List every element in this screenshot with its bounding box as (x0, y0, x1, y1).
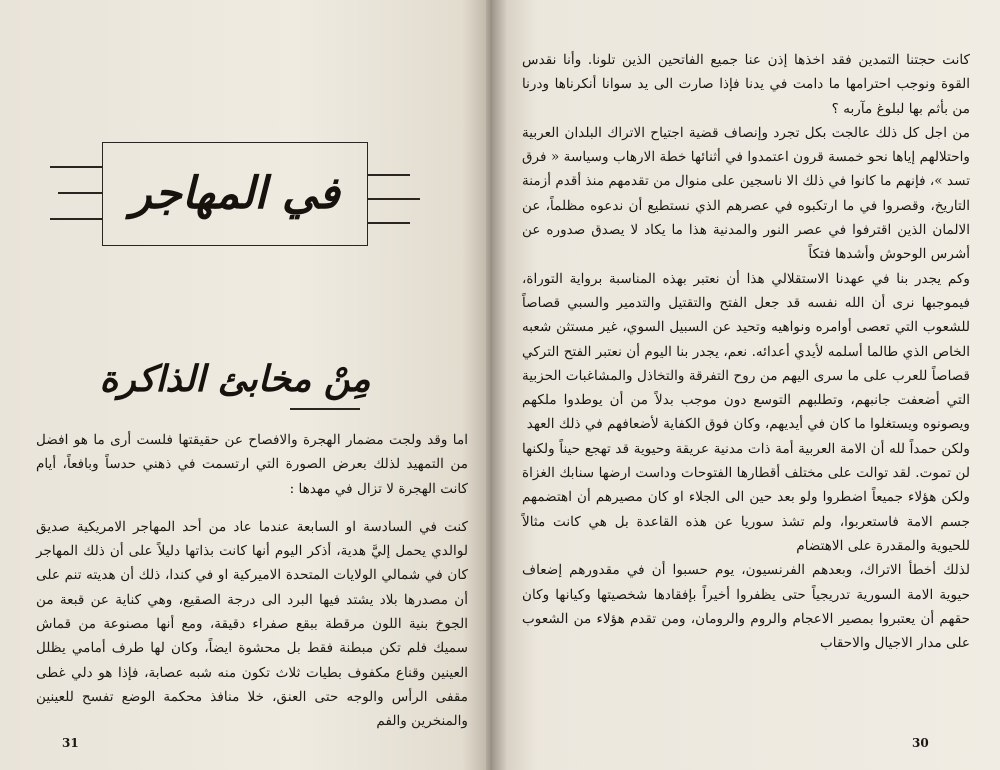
chapter-subtitle: مِنْ مخابئ الذاكرة (99, 358, 371, 400)
left-paragraph-2: كنت في السادسة او السابعة عندما عاد من أحد المهاجر الامريكية صديق لوالدي يحمل إليَّ هدية، أذكر اليوم أنها كانت بذاتها دليلاً على أن ذلك المهاجر كان في شمالي الولايات المتحدة الاميركية او في كندا، ذلك أن هديته تنم على أن مصدرها بلاد يشتد فيها البرد الى درجة الصقيع، وهي كناية عن قبعة من الجوخ بنية اللون مرقطة ببقع صفراء دقيقة، ومع أنها مصنوعة من قماش سميك فلم تكن مبطنة فقط بل محشوة ايضاً، وكان لها طرف أمامي يظلل العينين وقناع مكفوف بطيات ثلاث تكون منه شبه عصابة، فإذا هو دلي غطى مقفى الرأس والوجه حتى العنق، خلا منافذ محكمة الوضع تفسح للعينين والمنخرين والفم (36, 518, 468, 730)
right-paragraph-1: كانت حجتنا التمدين فقد اخذها إذن عنا جميع الفاتحين الذين تلونا. وأنا نقدس القوة ونوجب احترامها ما دامت في يدنا فإذا صارت الى يد سوانا أنكرناها ودرنا من بأثم بها لبلوغ مآربه ؟ (522, 52, 970, 117)
right-paragraph-5: لذلك أخطأ الاتراك، وبعدهم الفرنسيون، يوم حسبوا أن في مقدورهم إضعاف حيوية الامة السورية تدريجياً حتى يظفروا أخيراً بإفقادها شخصيتها وكيانها وكان حقهم أن يعتبروا بمصير الاعجام والروم والرومان، ومن تقدم هؤلاء من الشعوب على مدار الاجيال والاحقاب (522, 562, 970, 652)
title-deco-line-right-3 (368, 222, 410, 224)
page-number-right: 30 (912, 736, 929, 750)
left-page (0, 0, 492, 770)
title-deco-line-right-2 (368, 198, 420, 200)
right-page (492, 0, 1000, 770)
subtitle-underline (290, 408, 360, 410)
title-deco-line-right-1 (368, 174, 410, 176)
right-paragraph-2: من اجل كل ذلك عالجت بكل تجرد وإنصاف قضية اجتياح الاتراك البلدان العربية واحتلالهم إياها نحو خمسة قرون اعتمدوا في أثنائها خطة الارهاب وسياسة « فرق تسد »، فإنهم ما كانوا في ذلك الا ناسجين على منوال من تقدمهم منذ أقدم أزمنة التاريخ، وقصروا في ما ارتكبوه في عصرهم الذي نستطيع أن ندعوه مظلماً، عن الالمان الذين اقترفوا في عصر النور والمدنية هذا ما يكاد لا يصدق صدوره عن أشرس الوحوش وأشدها فتكاً (522, 124, 970, 263)
page-number-left: 31 (62, 736, 79, 750)
right-paragraph-3: وكم يجدر بنا في عهدنا الاستقلالي هذا أن نعتبر بهذه المناسبة برواية التوراة، فيموجبها نرى أن الله نفسه قد جعل الفتح والتقتيل والتدمير والسبي قصاصاً للشعوب التي تعصى أوامره ونواهيه وتحيد عن السبيل السوي، غير مستثن شعبه الخاص الذي طالما أسلمه لأيدي أعدائه. نعم، يجدر بنا اليوم أن نعتبر الفتح التركي قصاصاً للعرب على ما سرى اليهم من روح التفرقة والتخاذل والمشاغبات الحزبية التي أضعفت جانبهم، وتطلبهم التوسع دون موجب بدلاً من أن يوطدوا ملكهم ويصونوه ويستغلوا ما كان في أيديهم، وكان فوق الكفاية لأضعافهم في ذلك العهد (522, 270, 970, 433)
chapter-title: في المهاجر (130, 168, 340, 219)
left-paragraph-1: اما وقد ولجت مضمار الهجرة والافصاح عن حقيقتها فلست أرى ما هو افضل من التمهيد لذلك بعرض الصورة التي ارتسمت في ذهني حدساً وبافعاً، أيام كانت الهجرة لا تزال في مهدها : (36, 432, 468, 497)
right-paragraph-4: ولكن حمداً لله أن الامة العربية أمة ذات مدنية عريقة وحيوية قد تهجع حيناً ولكنها لن تموت. لقد توالت على مختلف أقطارها الفتوحات وداست ارضها سنابك الغزاة ولكن هؤلاء جميعاً اضطروا ولو بعد حين الى الجلاء او كان مصيرهم أن اهتضمهم جسم الامة فاستعربوا، ولم تشذ سوريا عن هذه القاعدة بل هي كانت مثالاً للحيوية والمقدرة على الاهتضام (522, 440, 970, 554)
chapter-title-box (102, 142, 368, 246)
left-page-body (36, 428, 468, 734)
title-deco-line-left-2 (58, 192, 102, 194)
title-deco-line-left-3 (50, 218, 102, 220)
right-page-body (522, 48, 970, 655)
title-deco-line-left-1 (50, 166, 102, 168)
